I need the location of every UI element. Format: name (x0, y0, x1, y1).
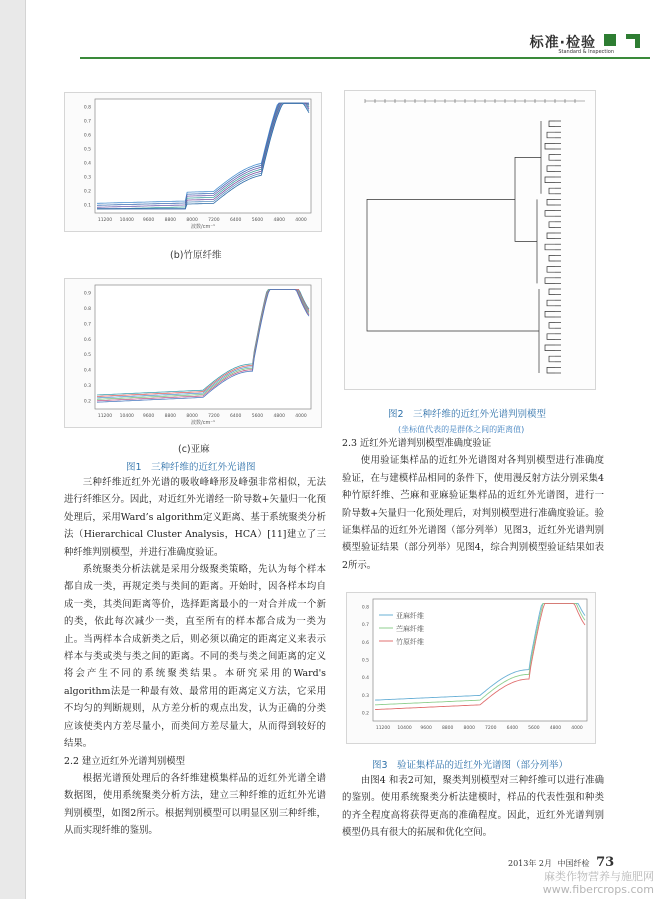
paragraph-conclusion: 由图4 和表2可知，聚类判别模型对三种纤维可以进行准确的鉴别。使用系统聚类分析法建模时，样品的代表性强和种类的齐全程度高将获得更高的准确程度。因此，近红外光谱判别模型仍具有很大的拓展和优化空间。 (342, 775, 604, 839)
y-tick-label: 0.6 (361, 640, 369, 646)
paragraph-model: 根据光谱预处理后的各纤维建模集样品的近红外光谱全谱数据图，使用系统聚类分析方法，建立三种纤维的近红外光谱判别模型，如图2所示。根据判别模型可以明显区别三种纤维，从而实现纤维的鉴别。 (64, 772, 326, 837)
section-header (80, 26, 650, 64)
figure-2-caption: 图2 三种纤维的近红外光谱判别模型 (388, 409, 547, 420)
y-tick-label: 0.8 (83, 105, 91, 111)
y-tick-label: 0.9 (83, 291, 91, 297)
y-tick-label: 0.2 (83, 399, 91, 405)
y-tick-label: 0.5 (361, 658, 369, 664)
legend-bamboo: 竹原纤维 (396, 638, 424, 646)
x-tick-label: 10400 (119, 218, 134, 223)
y-tick-label: 0.7 (83, 119, 91, 125)
x-tick-label: 9600 (420, 726, 432, 731)
header-square-icon (604, 34, 616, 46)
figure-1c-caption: (c)亚麻 (178, 444, 210, 455)
section-heading-2-3: 2.3 近红外光谱判别模型准确度验证 (342, 438, 492, 449)
spectrum-plot-flax (65, 279, 321, 427)
dendrogram-branch (545, 211, 555, 217)
dendrogram-branch (549, 289, 555, 295)
section-heading-2-2: 2.2 建立近红外光谱判别模型 (64, 755, 186, 767)
spectrum-plot-bamboo (65, 93, 321, 231)
y-tick-label: 0.8 (361, 605, 369, 611)
y-tick-label: 0.2 (361, 711, 369, 717)
legend-flax: 亚麻纤维 (396, 612, 424, 620)
y-tick-label: 0.4 (83, 161, 91, 167)
dendrogram-branch (545, 345, 555, 351)
y-tick-label: 0.1 (83, 203, 91, 209)
dendrogram-branch (549, 155, 555, 161)
header-corner-icon (626, 34, 640, 48)
y-tick-label: 0.5 (83, 147, 91, 153)
dendrogram-branch (545, 311, 555, 317)
x-axis-label: 波数/cm⁻¹ (191, 224, 215, 230)
y-tick-label: 0.3 (83, 175, 91, 181)
dendrogram-branch (545, 244, 555, 250)
header-subtitle: Standard & Inspection (558, 49, 614, 55)
x-tick-label: 8000 (186, 218, 198, 223)
figure-2-dendrogram (344, 90, 596, 390)
x-tick-label: 8800 (164, 218, 177, 223)
dendrogram-branch (547, 267, 555, 273)
dendrogram-branch (549, 222, 555, 228)
x-tick-label: 9600 (142, 218, 155, 223)
x-tick-label: 4000 (571, 726, 583, 731)
y-tick-label: 0.3 (83, 384, 91, 390)
x-tick-label: 8800 (441, 726, 454, 731)
dendrogram-branch (549, 323, 555, 329)
x-tick-label: 8000 (463, 726, 475, 731)
x-tick-label: 5600 (528, 726, 540, 731)
dendrogram-branch (547, 166, 555, 172)
header-rule (80, 57, 650, 59)
x-tick-label: 6400 (229, 414, 242, 419)
figure-2-note: (坐标值代表的是群体之间的距离值) (398, 425, 525, 434)
dendrogram-branch (549, 121, 555, 127)
x-tick-label: 5600 (251, 218, 264, 223)
x-tick-label: 7200 (208, 414, 220, 419)
x-tick-label: 11200 (97, 414, 113, 419)
dendrogram-plot (345, 91, 595, 389)
paragraph-clustering: 系统聚类分析法就是采用分级聚类策略，先认为每个样本都自成一类，再规定类与类间的距离。开始时，因各样本均自成一类，其类间距离等价，选择距离最小的一对合并成一个新的类，依此每次减少一类，直至所有的样本都合成为一类为止。当两样本合成新类之后，则必须以确定的距离定义来表示样本与类或类与类之间的距离。不同的类与类之间距离的定义将会产生不同的系统聚类结果。本研究采用的Ward's algorithm法是一种最有效、最常用的距离定义方法，它采用不均匀的判断规则，从方差分析的观点出发，认为正确的分类应该使类内方差尽量小，而类间方差尽量大，从而得到较好的结果。 (64, 564, 326, 750)
dendrogram-branch (547, 132, 555, 138)
y-tick-label: 0.3 (361, 693, 369, 699)
paragraph-hca-intro: 三种纤维近红外光谱的吸收峰峰形及峰强非常相似，无法进行纤维区分。因此，对近红外光谱经一阶导数+矢量归一化预处理后，采用Ward’s algorithm定义距离、基于系统聚类分析法（Hierarchical Cluster Analysis，HCA）[11]建立了三种纤维判别模型，并进行准确度验证。 (64, 477, 326, 558)
dendrogram-branch (547, 367, 555, 373)
figure-3-spectrum (346, 592, 596, 744)
watermark-title: 麻类作物营养与施肥网 (544, 870, 654, 883)
x-tick-label: 11200 (375, 726, 391, 731)
dendrogram-branch (545, 177, 555, 183)
x-tick-label: 4800 (273, 414, 285, 419)
validation-spectrum-plot (347, 593, 595, 743)
dendrogram-branch (547, 334, 555, 340)
watermark-url: www.fibercrops.com (542, 883, 654, 896)
y-tick-label: 0.7 (361, 623, 369, 629)
dendrogram-branch (549, 188, 555, 194)
right-column-text-bottom (342, 772, 604, 842)
dendrogram-branch (545, 278, 555, 284)
dendrogram-branch (545, 143, 555, 149)
y-tick-label: 0.7 (83, 322, 91, 328)
x-tick-label: 4800 (273, 218, 285, 223)
x-tick-label: 8800 (164, 414, 177, 419)
dendrogram-branch (549, 255, 555, 261)
dendrogram-branch (547, 199, 555, 205)
x-tick-label: 10400 (397, 726, 412, 731)
x-tick-label: 10400 (119, 414, 134, 419)
x-tick-label: 6400 (506, 726, 519, 731)
page-number: 73 (596, 855, 615, 870)
x-tick-label: 9600 (142, 414, 155, 419)
x-tick-label: 7200 (485, 726, 497, 731)
y-tick-label: 0.4 (361, 676, 369, 682)
x-tick-label: 11200 (97, 218, 113, 223)
figure-1c-spectrum (64, 278, 322, 428)
y-tick-label: 0.6 (83, 337, 91, 343)
y-tick-label: 0.5 (83, 353, 91, 359)
header-title: 标准·检验 (529, 35, 596, 51)
right-column-text-top (342, 435, 604, 574)
dendrogram-branch (549, 356, 555, 362)
x-axis-label: 波数/cm⁻¹ (191, 420, 215, 426)
x-tick-label: 6400 (229, 218, 242, 223)
x-tick-label: 4000 (295, 218, 307, 223)
dendrogram-branch (547, 233, 555, 239)
dendrogram-branch (367, 199, 539, 331)
y-tick-label: 0.8 (83, 306, 91, 312)
y-tick-label: 0.4 (83, 368, 91, 374)
x-tick-label: 5600 (251, 414, 264, 419)
footer-date: 2013年 2月 (508, 859, 552, 868)
figure-1b-spectrum (64, 92, 322, 232)
left-column-text (64, 474, 326, 840)
y-tick-label: 0.6 (83, 133, 91, 139)
x-tick-label: 7200 (208, 218, 220, 223)
page-edge-rail (0, 0, 26, 899)
x-tick-label: 4800 (549, 726, 562, 731)
dendrogram-branch (547, 300, 555, 306)
paragraph-validation: 使用验证集样品的近红外光谱图对各判别模型进行准确度验证，在与建模样品相同的条件下，使用漫反射方法分别采集4种竹原纤维、苎麻和亚麻验证集样品的近红外光谱图，进行一阶导数+矢量归一化预处理后，对判别模型进行准确度验证。验证集样品的近红外光谱图（部分列举）见图3，近红外光谱判别模型验证结果（部分列举）见图4，综合判别模型验证结果如表2所示。 (342, 455, 604, 571)
figure-1b-caption: (b)竹原纤维 (170, 250, 222, 261)
x-tick-label: 8000 (186, 414, 198, 419)
footer-journal: 中国纤检 (557, 859, 590, 868)
legend-ramie: 苎麻纤维 (396, 625, 424, 633)
figure-3-caption: 图3 验证集样品的近红外光谱图（部分列举） (372, 760, 569, 771)
figure-1-caption: 图1 三种纤维的近红外光谱图 (126, 462, 256, 473)
x-tick-label: 4000 (295, 414, 307, 419)
y-tick-label: 0.2 (83, 189, 91, 195)
